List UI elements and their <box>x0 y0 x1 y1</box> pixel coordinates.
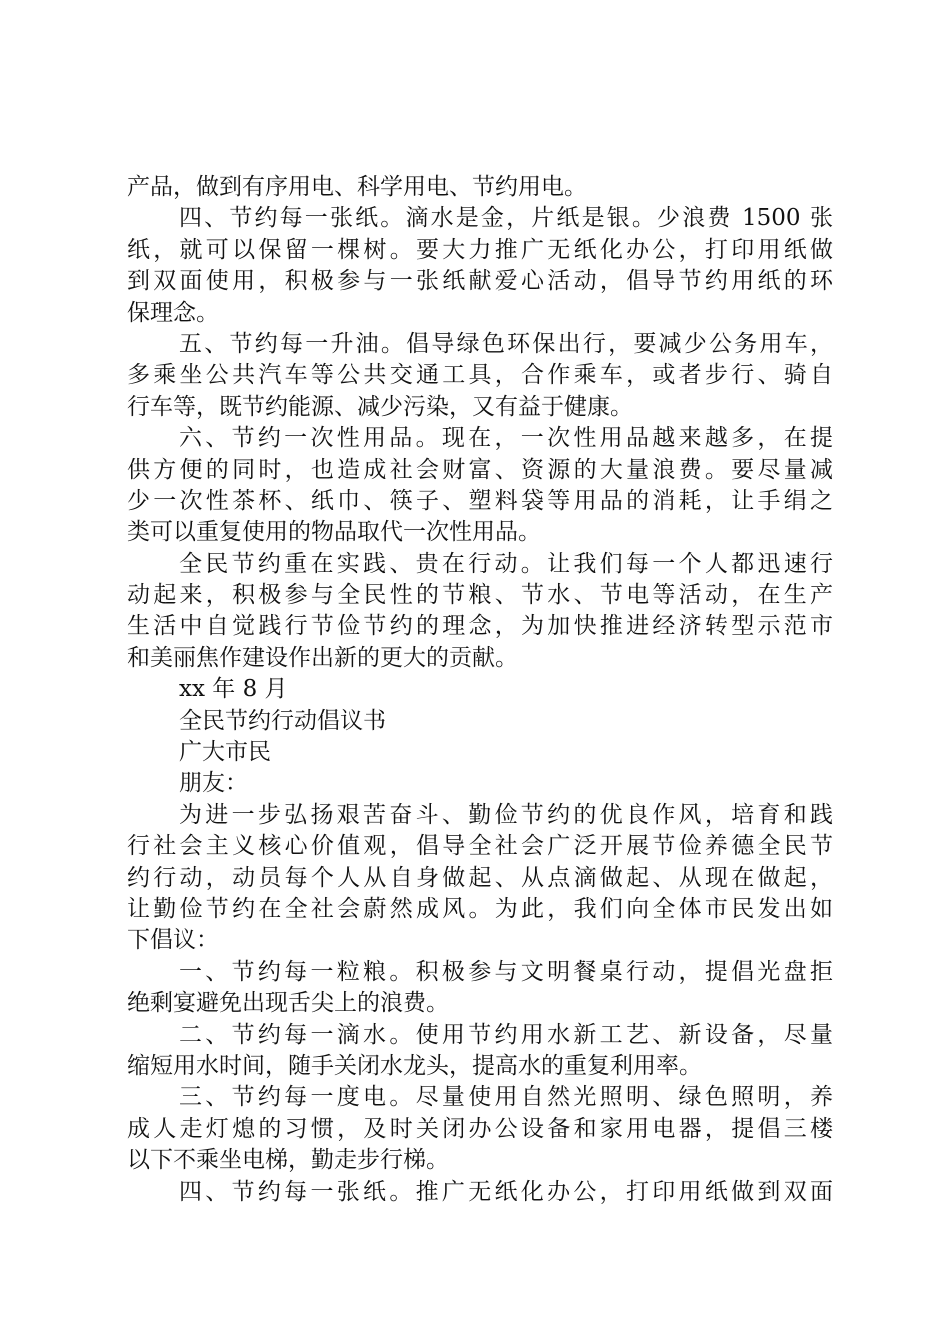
text-line: 四、节约每一张纸。滴水是金，片纸是银。少浪费 1500 张 <box>179 205 833 232</box>
text-line: 到双面使用，积极参与一张纸献爱心活动，倡导节约用纸的环 <box>127 268 833 295</box>
text-line: 一、节约每一粒粮。积极参与文明餐桌行动，提倡光盘拒 <box>179 958 833 985</box>
document-body <box>127 172 833 1208</box>
text-line: 六、节约一次性用品。现在，一次性用品越来越多，在提 <box>179 425 833 452</box>
text-line: 供方便的同时，也造成社会财富、资源的大量浪费。要尽量减 <box>127 456 833 483</box>
text-line: 下倡议： <box>127 927 219 954</box>
text-line: 纸，就可以保留一棵树。要大力推广无纸化办公，打印用纸做 <box>127 236 833 263</box>
text-line: 动起来，积极参与全民性的节粮、节水、节电等活动，在生产 <box>127 582 833 609</box>
text-line: 多乘坐公共汽车等公共交通工具，合作乘车，或者步行、骑自 <box>127 362 833 389</box>
text-line: 类可以重复使用的物品取代一次性用品。 <box>127 519 541 546</box>
text-line: 约行动，动员每个人从自身做起、从点滴做起、从现在做起， <box>127 864 833 891</box>
text-line: 三、节约每一度电。尽量使用自然光照明、绿色照明，养 <box>179 1084 833 1111</box>
date-line: xx 年 8 月 <box>179 676 288 703</box>
text-line: 行车等，既节约能源、减少污染，又有益于健康。 <box>127 393 633 420</box>
text-line: 保理念。 <box>127 299 219 326</box>
text-line: 五、节约每一升油。倡导绿色环保出行，要减少公务用车， <box>179 330 833 357</box>
salutation-line: 广大市民 <box>179 739 271 766</box>
text-line: 绝剩宴避免出现舌尖上的浪费。 <box>127 990 449 1017</box>
text-line: 缩短用水时间，随手关闭水龙头，提高水的重复利用率。 <box>127 1052 702 1079</box>
text-line: 少一次性茶杯、纸巾、筷子、塑料袋等用品的消耗，让手绢之 <box>127 487 833 514</box>
text-line: 和美丽焦作建设作出新的更大的贡献。 <box>127 644 518 671</box>
text-line: 二、节约每一滴水。使用节约用水新工艺、新设备，尽量 <box>179 1021 833 1048</box>
document-title: 全民节约行动倡议书 <box>179 707 386 734</box>
text-line: 全民节约重在实践、贵在行动。让我们每一个人都迅速行 <box>179 550 833 577</box>
text-line: 成人走灯熄的习惯，及时关闭办公设备和家用电器，提倡三楼 <box>127 1115 833 1142</box>
text-line: 行社会主义核心价值观，倡导全社会广泛开展节俭养德全民节 <box>127 833 833 860</box>
text-line: 四、节约每一张纸。推广无纸化办公，打印用纸做到双面 <box>179 1178 833 1205</box>
text-line: 产品，做到有序用电、科学用电、节约用电。 <box>127 174 587 200</box>
text-line: 生活中自觉践行节俭节约的理念，为加快推进经济转型示范市 <box>127 613 833 640</box>
salutation-line: 朋友： <box>179 770 248 797</box>
text-line: 为进一步弘扬艰苦奋斗、勤俭节约的优良作风，培育和践 <box>179 801 833 828</box>
text-line: 让勤俭节约在全社会蔚然成风。为此，我们向全体市民发出如 <box>127 895 833 922</box>
text-line: 以下不乘坐电梯，勤走步行梯。 <box>127 1147 449 1174</box>
